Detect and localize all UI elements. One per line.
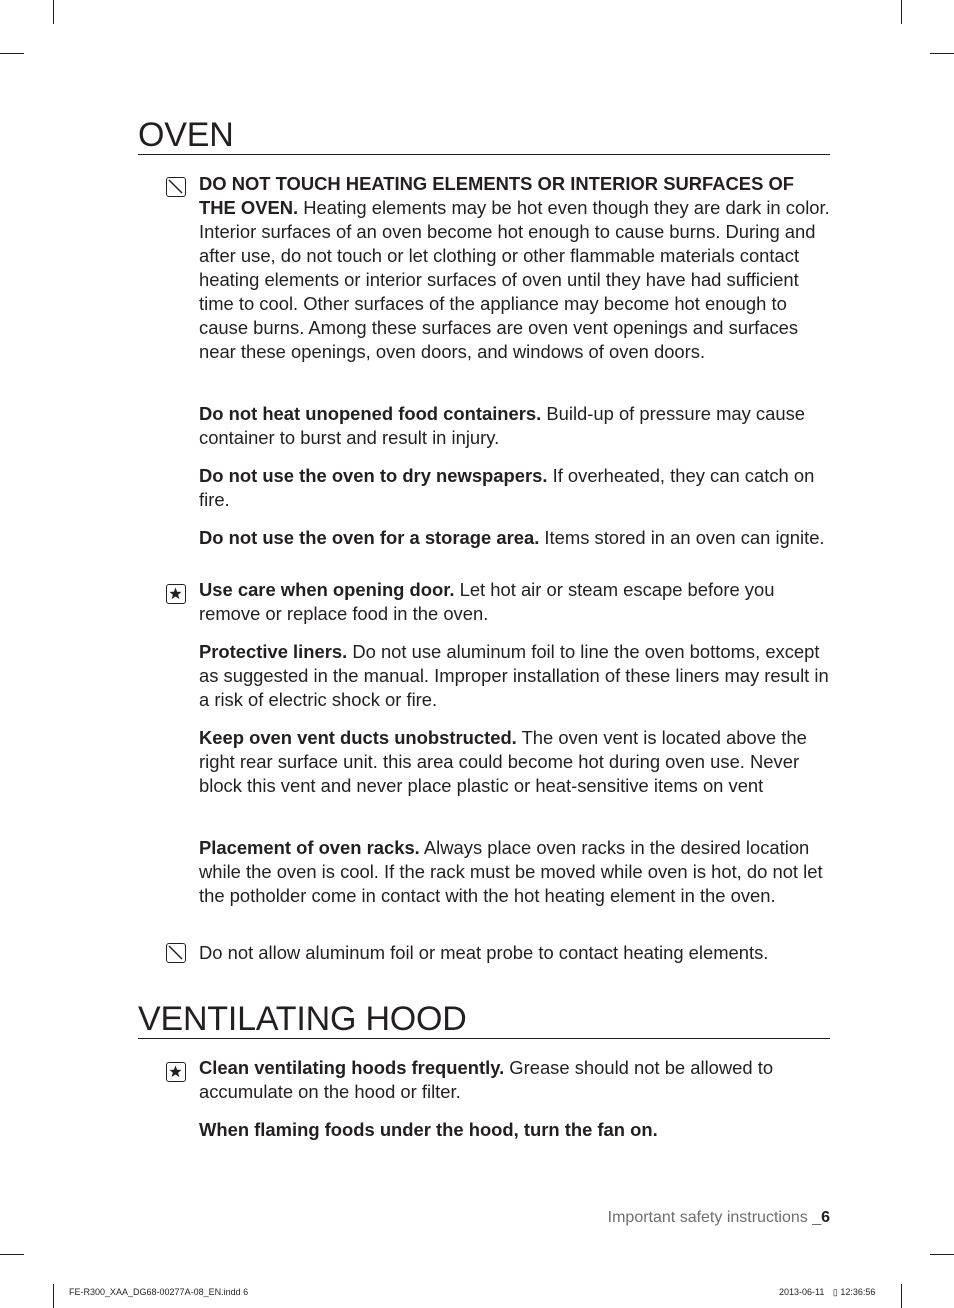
crop-mark (0, 1254, 24, 1255)
oven-item (199, 640, 831, 712)
footer-label: Important safety instructions _ (607, 1209, 822, 1226)
item-bold: Use care when opening door. (199, 579, 455, 600)
oven-item (199, 172, 831, 364)
item-text: Always place oven racks in the desired location while the oven is cool. If the rack must be moved while oven is hot, do not let the potholder come in contact with the hot heating element in the oven. (199, 837, 823, 906)
oven-item (199, 526, 831, 550)
item-text: Grease should not be allowed to accumulate on the hood or filter. (199, 1057, 774, 1102)
crop-mark (930, 1254, 954, 1255)
item-text: If overheated, they can catch on fire. (199, 465, 815, 510)
item-text: Build-up of pressure may cause container to burst and result in injury. (199, 403, 805, 448)
slug-date: 2013-06-11 (779, 1287, 825, 1297)
item-text: Heating elements may be hot even though they are dark in color. Interior surfaces of an oven become hot enough to cause burns. During and after use, do not touch or let clothing or other flammable materials contact heating elements or interior surfaces of oven until they have had sufficient time to cool. Other surfaces of the appliance may become hot enough to cause burns. Among these surfaces are oven vent openings and surfaces near these openings, oven doors, and windows of oven doors. (199, 197, 830, 362)
slug-time: 12:36:56 (840, 1287, 876, 1297)
item-text: Do not allow aluminum foil or meat probe to contact heating elements. (199, 942, 769, 963)
crop-mark (901, 1284, 902, 1308)
hood-item (199, 1056, 831, 1104)
slug-time-glyph: ▯ (832, 1287, 838, 1297)
item-text: Do not use aluminum foil to line the oven bottoms, except as suggested in the manual. Improper installation of these liners may result in a risk of electric shock or fire. (199, 641, 829, 710)
note-star-icon (166, 1062, 186, 1082)
crop-mark (53, 0, 54, 24)
oven-item (199, 464, 831, 512)
crop-mark (53, 1284, 54, 1308)
item-bold: Do not use the oven to dry newspapers. (199, 465, 548, 486)
oven-item (199, 578, 831, 626)
item-bold: Protective liners. (199, 641, 348, 662)
item-bold: Do not use the oven for a storage area. (199, 527, 540, 548)
item-bold: Placement of oven racks. (199, 837, 420, 858)
item-text: The oven vent is located above the right rear surface unit. this area could become hot during oven use. Never block this vent and never place plastic or heat-sensitive items on vent (199, 727, 807, 796)
page-number: 6 (821, 1209, 830, 1226)
section-title-ventilating-hood: VENTILATING HOOD (138, 1002, 830, 1039)
slug-datetime (779, 1286, 875, 1298)
note-star-icon (166, 584, 186, 604)
crop-mark (930, 53, 954, 54)
oven-item (199, 941, 831, 965)
item-text: Let hot air or steam escape before you remove or replace food in the oven. (199, 579, 775, 624)
item-bold: Keep oven vent ducts unobstructed. (199, 727, 517, 748)
oven-item (199, 836, 831, 908)
item-bold: DO NOT TOUCH HEATING ELEMENTS OR INTERIOR SURFACES OF THE OVEN. (199, 173, 794, 218)
item-bold: Do not heat unopened food containers. (199, 403, 542, 424)
page-footer (608, 1208, 830, 1228)
crop-mark (901, 0, 902, 24)
crop-mark (0, 53, 24, 54)
item-bold: Clean ventilating hoods frequently. (199, 1057, 505, 1078)
oven-item (199, 402, 831, 450)
hood-item (199, 1118, 831, 1142)
slug-file: FE-R300_XAA_DG68-00277A-08_EN.indd 6 (69, 1287, 249, 1297)
prohibited-icon (166, 177, 186, 197)
item-bold: When flaming foods under the hood, turn the fan on. (199, 1119, 658, 1140)
section-title-oven: OVEN (138, 118, 830, 155)
item-text: Items stored in an oven can ignite. (539, 527, 825, 548)
prohibited-icon (166, 943, 186, 963)
oven-item (199, 726, 831, 798)
